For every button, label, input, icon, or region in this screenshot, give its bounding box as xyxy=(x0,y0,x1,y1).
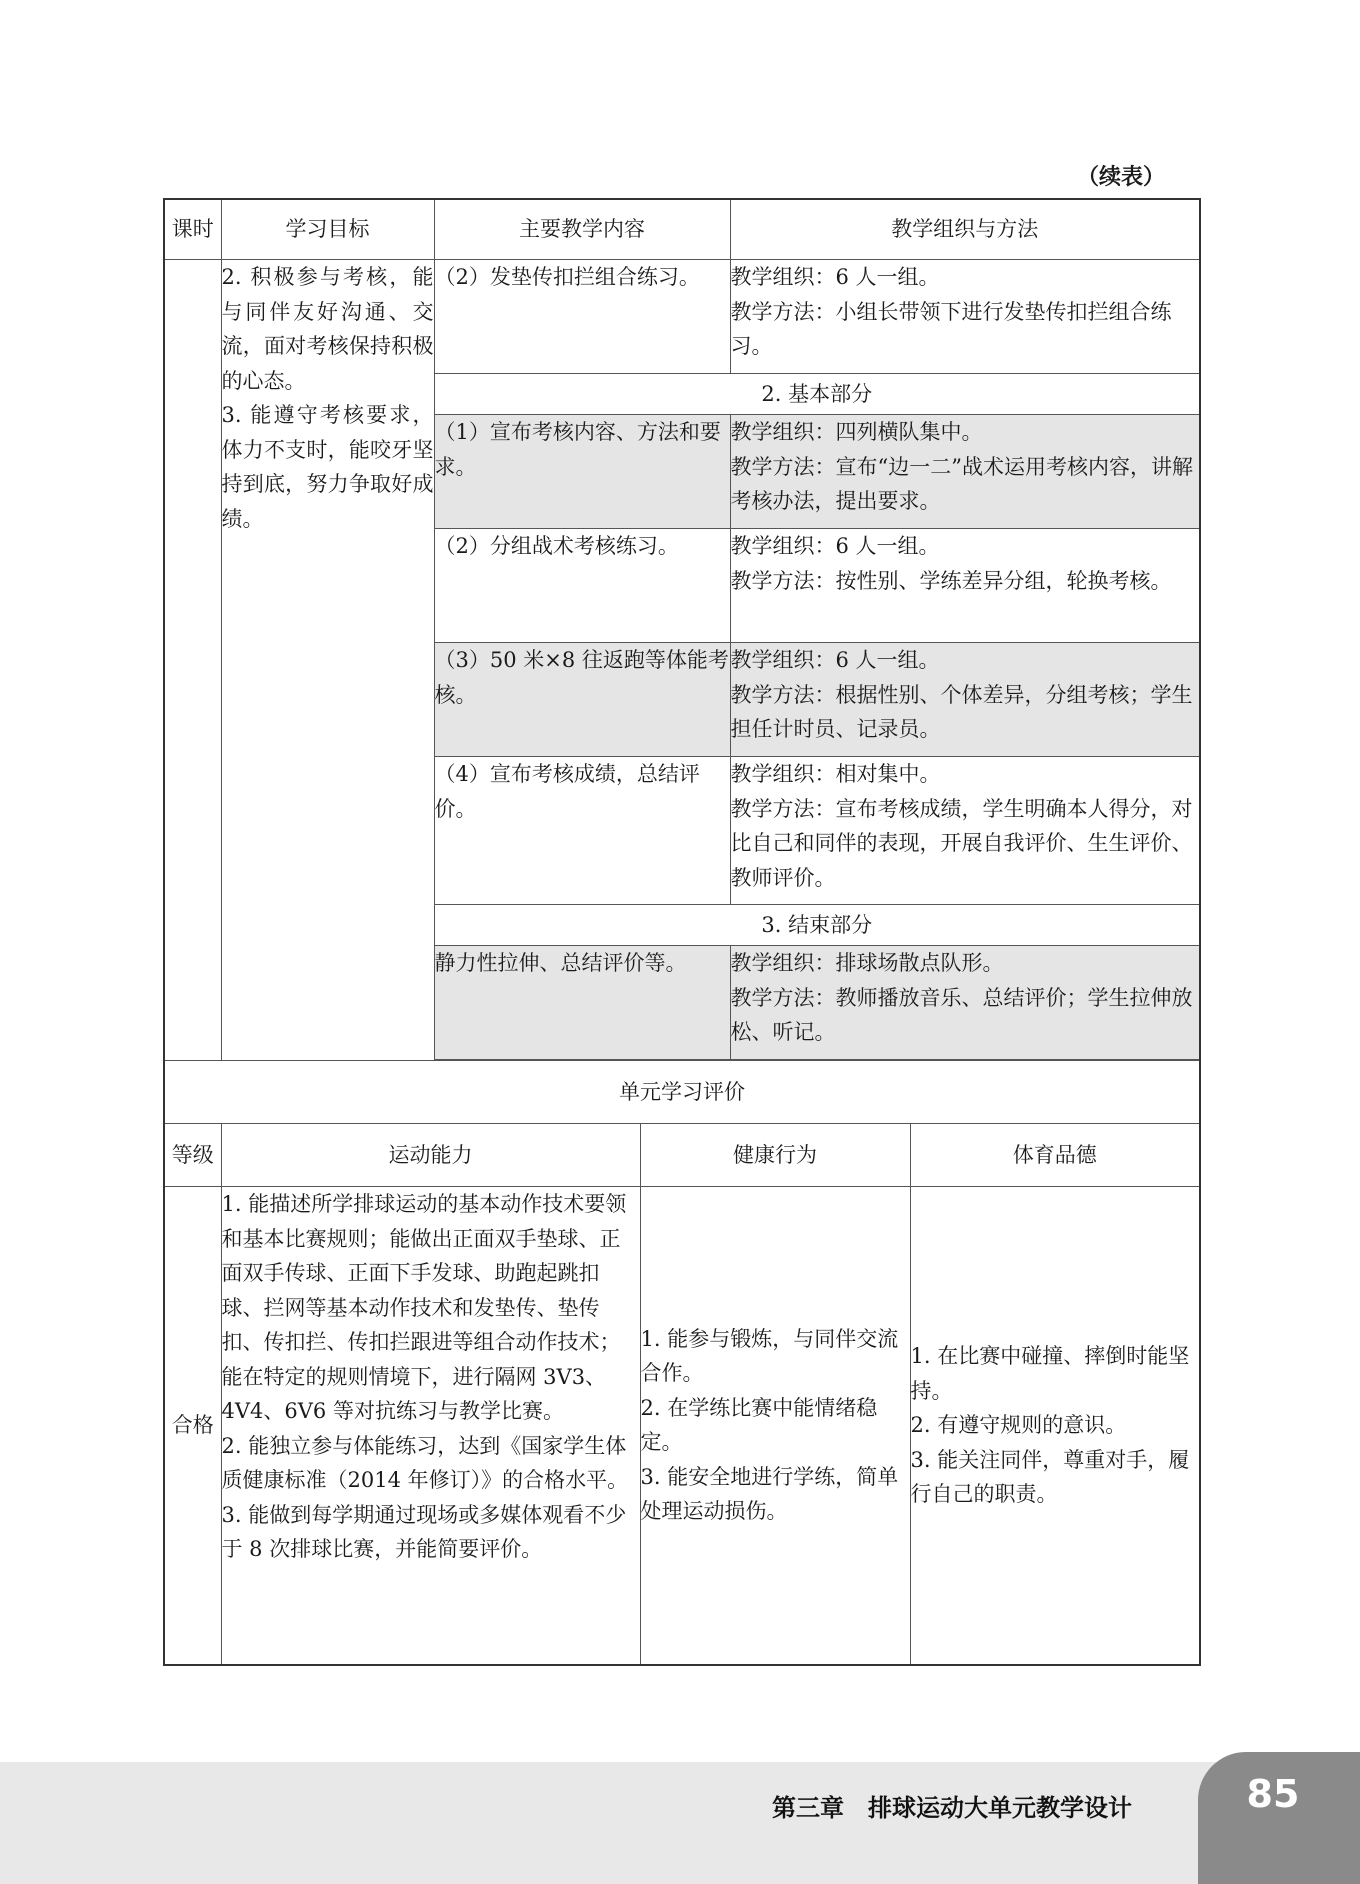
content-text: （1）宣布考核内容、方法和要求。 xyxy=(434,420,721,479)
header-lesson: 课时 xyxy=(164,199,221,260)
method-text: 教学方法：按性别、学练差异分组，轮换考核。 xyxy=(730,568,1172,593)
organization-text: 教学组织：6 人一组。 xyxy=(730,534,940,558)
ability-item: 2. 能独立参与体能练习，达到《国家学生体质健康标准（2014 年修订）》的合格水平。 xyxy=(221,1433,629,1492)
method-text: 教学方法：根据性别、个体差异，分组考核；学生担任计时员、记录员。 xyxy=(730,682,1193,741)
section-title: 2. 基本部分 xyxy=(434,374,1200,415)
health-item: 3. 能安全地进行学练，简单处理运动损伤。 xyxy=(640,1464,899,1524)
evaluation-row xyxy=(164,1187,1200,1665)
header-organization: 教学组织与方法 xyxy=(730,199,1200,260)
lesson-cell xyxy=(164,260,221,1061)
content-cell xyxy=(434,529,730,643)
ethics-item: 1. 在比赛中碰撞、摔倒时能坚持。 xyxy=(910,1344,1190,1403)
grade-cell: 合格 xyxy=(164,1187,221,1665)
eval-header-ethics: 体育品德 xyxy=(910,1124,1200,1187)
organization-text: 教学组织：四列横队集中。 xyxy=(730,420,983,444)
method-cell xyxy=(730,415,1200,529)
content-cell xyxy=(434,643,730,757)
content-text: （2）分组战术考核练习。 xyxy=(434,534,679,558)
ethics-item: 3. 能关注同伴，尊重对手，履行自己的职责。 xyxy=(910,1447,1190,1506)
ethics-item: 2. 有遵守规则的意识。 xyxy=(910,1413,1127,1437)
eval-header-level: 等级 xyxy=(164,1124,221,1187)
section-title: 3. 结束部分 xyxy=(434,905,1200,946)
content-text: （2）发垫传扣拦组合练习。 xyxy=(434,265,700,289)
content-cell xyxy=(434,260,730,374)
objective-item: 2. 积极参与考核，能与同伴友好沟通、交流，面对考核保持积极的心态。 xyxy=(221,265,434,393)
method-text: 教学方法：宣布考核成绩，学生明确本人得分，对比自己和同伴的表现，开展自我评价、生生评价、教师评价。 xyxy=(730,796,1193,890)
method-text: 教学方法：宣布“边一二”战术运用考核内容，讲解考核办法，提出要求。 xyxy=(730,454,1193,513)
chapter-title: 第三章 排球运动大单元教学设计 xyxy=(772,1794,1132,1822)
content-cell xyxy=(434,757,730,905)
health-item: 2. 在学练比赛中能情绪稳定。 xyxy=(640,1395,878,1455)
ability-cell xyxy=(221,1187,640,1665)
header-content: 主要教学内容 xyxy=(434,199,730,260)
continued-label: （续表） xyxy=(1076,165,1165,190)
header-objectives: 学习目标 xyxy=(221,199,434,260)
health-item: 1. 能参与锻炼，与同伴交流合作。 xyxy=(640,1326,899,1386)
method-cell xyxy=(730,529,1200,643)
organization-text: 教学组织：6 人一组。 xyxy=(730,265,940,289)
eval-header-ability: 运动能力 xyxy=(221,1124,640,1187)
organization-text: 教学组织：排球场散点队形。 xyxy=(730,951,1004,975)
evaluation-title: 单元学习评价 xyxy=(164,1061,1200,1124)
content-cell xyxy=(434,415,730,529)
organization-text: 教学组织：6 人一组。 xyxy=(730,648,940,672)
ability-item: 3. 能做到每学期通过现场或多媒体观看不少于 8 次排球比赛，并能简要评价。 xyxy=(221,1502,627,1561)
content-text: （3）50 米×8 往返跑等体能考核。 xyxy=(434,648,729,707)
table-header-row xyxy=(164,199,1200,260)
content-cell xyxy=(434,946,730,1060)
evaluation-title-row xyxy=(164,1061,1200,1124)
footer-bar xyxy=(0,1762,1360,1884)
table-row xyxy=(164,260,1200,374)
evaluation-header-row xyxy=(164,1124,1200,1187)
method-cell xyxy=(730,260,1200,374)
content-text: （4）宣布考核成绩，总结评价。 xyxy=(434,762,700,821)
content-text: 静力性拉伸、总结评价等。 xyxy=(434,951,687,975)
lesson-plan-table xyxy=(163,198,1201,1666)
method-text: 教学方法：小组长带领下进行发垫传扣拦组合练习。 xyxy=(730,299,1172,358)
objective-item: 3. 能遵守考核要求，体力不支时，能咬牙坚持到底，努力争取好成绩。 xyxy=(221,403,434,531)
method-cell xyxy=(730,643,1200,757)
organization-text: 教学组织：相对集中。 xyxy=(730,762,941,786)
ability-item: 1. 能描述所学排球运动的基本动作技术要领和基本比赛规则；能做出正面双手垫球、正面双手传球、正面下手发球、助跑起跳扣球、拦网等基本动作技术和发垫传、垫传扣、传扣拦、传扣拦跟进等组合动作技术；能在特定的规则情境下，进行隔网 3V3、4V4、6V6 等对抗练习与教学比赛。 xyxy=(221,1192,627,1423)
method-cell xyxy=(730,946,1200,1060)
ethics-cell xyxy=(910,1187,1200,1665)
method-cell xyxy=(730,757,1200,905)
health-cell xyxy=(640,1187,910,1665)
method-text: 教学方法：教师播放音乐、总结评价；学生拉伸放松、听记。 xyxy=(730,985,1193,1044)
objectives-cell xyxy=(221,260,434,1061)
page-number: 85 xyxy=(1246,1772,1300,1816)
eval-header-health: 健康行为 xyxy=(640,1124,910,1187)
